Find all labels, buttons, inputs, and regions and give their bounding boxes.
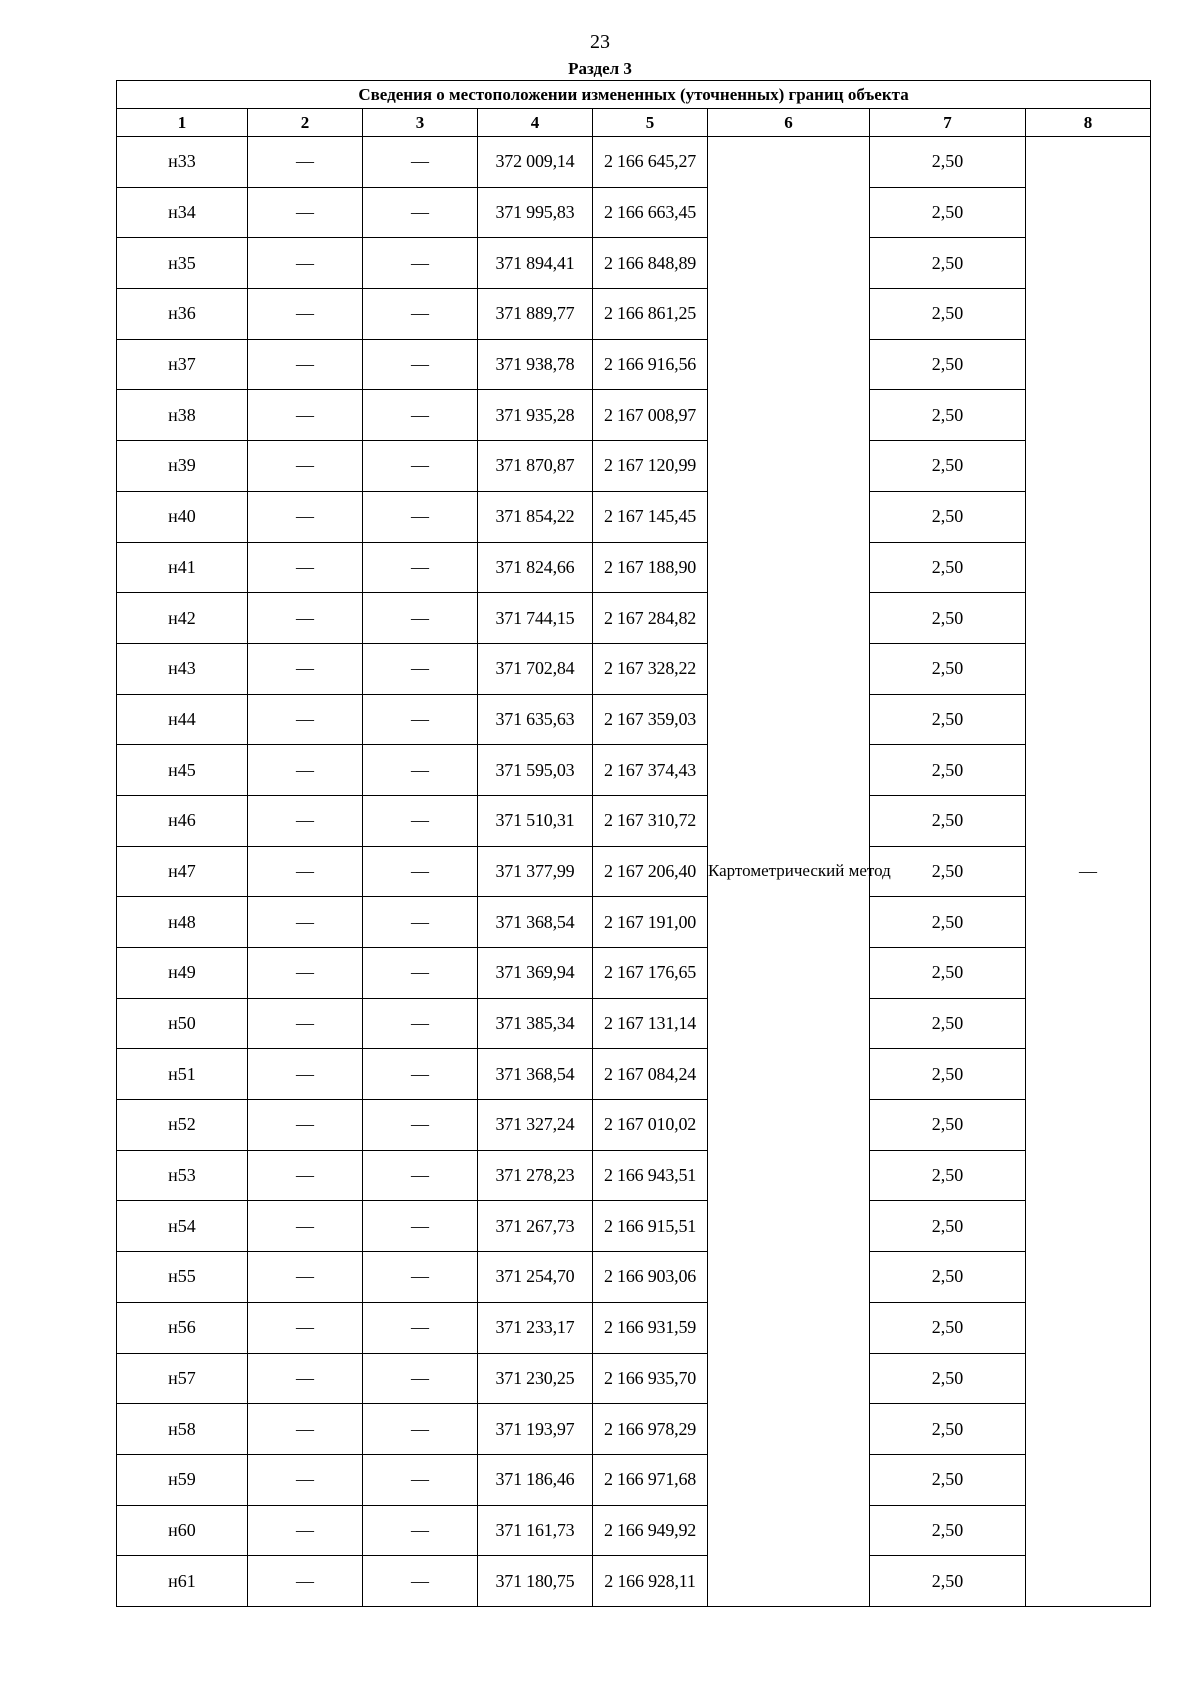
point-number-cell: н41 xyxy=(117,542,248,593)
point-number-cell: н40 xyxy=(117,491,248,542)
dash-cell: — xyxy=(363,1454,478,1505)
table-row xyxy=(117,643,1151,694)
precision-cell: 2,50 xyxy=(870,1201,1026,1252)
precision-cell: 2,50 xyxy=(870,441,1026,492)
y-coordinate-cell: 2 166 903,06 xyxy=(593,1252,708,1303)
x-coordinate-cell: 371 369,94 xyxy=(478,948,593,999)
table-row xyxy=(117,542,1151,593)
y-coordinate-cell: 2 167 131,14 xyxy=(593,998,708,1049)
y-coordinate-cell: 2 166 915,51 xyxy=(593,1201,708,1252)
table-row xyxy=(117,491,1151,542)
point-number-cell: н33 xyxy=(117,137,248,188)
dash-cell: — xyxy=(248,897,363,948)
x-coordinate-cell: 371 377,99 xyxy=(478,846,593,897)
table-row xyxy=(117,339,1151,390)
x-coordinate-cell: 372 009,14 xyxy=(478,137,593,188)
dash-cell: — xyxy=(248,390,363,441)
dash-cell: — xyxy=(363,1302,478,1353)
dash-cell: — xyxy=(248,441,363,492)
x-coordinate-cell: 371 995,83 xyxy=(478,187,593,238)
method-cell: Картометрический метод xyxy=(708,137,870,1607)
y-coordinate-cell: 2 167 328,22 xyxy=(593,643,708,694)
y-coordinate-cell: 2 166 943,51 xyxy=(593,1150,708,1201)
precision-cell: 2,50 xyxy=(870,643,1026,694)
y-coordinate-cell: 2 167 176,65 xyxy=(593,948,708,999)
point-number-cell: н50 xyxy=(117,998,248,1049)
precision-cell: 2,50 xyxy=(870,846,1026,897)
precision-cell: 2,50 xyxy=(870,339,1026,390)
dash-cell: — xyxy=(248,238,363,289)
y-coordinate-cell: 2 167 310,72 xyxy=(593,795,708,846)
y-coordinate-cell: 2 166 861,25 xyxy=(593,289,708,340)
point-number-cell: н45 xyxy=(117,745,248,796)
table-body xyxy=(117,137,1151,1607)
dash-cell: — xyxy=(363,137,478,188)
precision-cell: 2,50 xyxy=(870,491,1026,542)
table-row xyxy=(117,846,1151,897)
point-number-cell: н37 xyxy=(117,339,248,390)
precision-cell: 2,50 xyxy=(870,1556,1026,1607)
y-coordinate-cell: 2 167 191,00 xyxy=(593,897,708,948)
point-number-cell: н38 xyxy=(117,390,248,441)
y-coordinate-cell: 2 166 978,29 xyxy=(593,1404,708,1455)
dash-cell: — xyxy=(248,643,363,694)
y-coordinate-cell: 2 167 145,45 xyxy=(593,491,708,542)
dash-cell: — xyxy=(363,1201,478,1252)
y-coordinate-cell: 2 167 374,43 xyxy=(593,745,708,796)
point-number-cell: н48 xyxy=(117,897,248,948)
y-coordinate-cell: 2 166 663,45 xyxy=(593,187,708,238)
y-coordinate-cell: 2 166 916,56 xyxy=(593,339,708,390)
dash-cell: — xyxy=(363,289,478,340)
precision-cell: 2,50 xyxy=(870,390,1026,441)
precision-cell: 2,50 xyxy=(870,1353,1026,1404)
dash-cell: — xyxy=(363,542,478,593)
point-number-cell: н34 xyxy=(117,187,248,238)
y-coordinate-cell: 2 167 188,90 xyxy=(593,542,708,593)
dash-cell: — xyxy=(248,491,363,542)
table-row xyxy=(117,1353,1151,1404)
precision-cell: 2,50 xyxy=(870,238,1026,289)
y-coordinate-cell: 2 166 848,89 xyxy=(593,238,708,289)
x-coordinate-cell: 371 824,66 xyxy=(478,542,593,593)
dash-cell: — xyxy=(363,1404,478,1455)
y-coordinate-cell: 2 166 971,68 xyxy=(593,1454,708,1505)
table-row xyxy=(117,441,1151,492)
y-coordinate-cell: 2 167 284,82 xyxy=(593,593,708,644)
precision-cell: 2,50 xyxy=(870,187,1026,238)
precision-cell: 2,50 xyxy=(870,998,1026,1049)
dash-cell: — xyxy=(248,1252,363,1303)
x-coordinate-cell: 371 193,97 xyxy=(478,1404,593,1455)
x-coordinate-cell: 371 635,63 xyxy=(478,694,593,745)
table-row xyxy=(117,948,1151,999)
y-coordinate-cell: 2 166 931,59 xyxy=(593,1302,708,1353)
precision-cell: 2,50 xyxy=(870,694,1026,745)
dash-cell: — xyxy=(363,745,478,796)
dash-cell: — xyxy=(248,137,363,188)
column-number: 1 xyxy=(117,109,248,137)
table-row xyxy=(117,1100,1151,1151)
x-coordinate-cell: 371 230,25 xyxy=(478,1353,593,1404)
precision-cell: 2,50 xyxy=(870,1454,1026,1505)
dash-cell: — xyxy=(248,694,363,745)
x-coordinate-cell: 371 368,54 xyxy=(478,1049,593,1100)
table-row xyxy=(117,1454,1151,1505)
dash-cell: — xyxy=(248,1353,363,1404)
dash-cell: — xyxy=(363,846,478,897)
page-number: 23 xyxy=(590,31,610,53)
precision-cell: 2,50 xyxy=(870,1049,1026,1100)
y-coordinate-cell: 2 167 084,24 xyxy=(593,1049,708,1100)
column-number: 7 xyxy=(870,109,1026,137)
dash-cell: — xyxy=(248,1201,363,1252)
point-number-cell: н55 xyxy=(117,1252,248,1303)
x-coordinate-cell: 371 161,73 xyxy=(478,1505,593,1556)
x-coordinate-cell: 371 368,54 xyxy=(478,897,593,948)
x-coordinate-cell: 371 938,78 xyxy=(478,339,593,390)
dash-cell: — xyxy=(248,1556,363,1607)
dash-cell: — xyxy=(363,1150,478,1201)
y-coordinate-cell: 2 167 008,97 xyxy=(593,390,708,441)
dash-cell: — xyxy=(248,187,363,238)
dash-cell: — xyxy=(248,948,363,999)
x-coordinate-cell: 371 935,28 xyxy=(478,390,593,441)
point-number-cell: н53 xyxy=(117,1150,248,1201)
column8-cell: — xyxy=(1026,137,1151,1607)
dash-cell: — xyxy=(363,948,478,999)
point-number-cell: н43 xyxy=(117,643,248,694)
point-number-cell: н47 xyxy=(117,846,248,897)
dash-cell: — xyxy=(248,1302,363,1353)
table-row xyxy=(117,998,1151,1049)
point-number-cell: н44 xyxy=(117,694,248,745)
dash-cell: — xyxy=(248,795,363,846)
table-row xyxy=(117,1505,1151,1556)
y-coordinate-cell: 2 167 359,03 xyxy=(593,694,708,745)
dash-cell: — xyxy=(248,1404,363,1455)
table-row xyxy=(117,694,1151,745)
dash-cell: — xyxy=(363,998,478,1049)
y-coordinate-cell: 2 167 120,99 xyxy=(593,441,708,492)
table-row xyxy=(117,795,1151,846)
precision-cell: 2,50 xyxy=(870,897,1026,948)
x-coordinate-cell: 371 894,41 xyxy=(478,238,593,289)
table-row xyxy=(117,1049,1151,1100)
precision-cell: 2,50 xyxy=(870,1100,1026,1151)
x-coordinate-cell: 371 854,22 xyxy=(478,491,593,542)
point-number-cell: н61 xyxy=(117,1556,248,1607)
dash-cell: — xyxy=(363,1252,478,1303)
dash-cell: — xyxy=(363,238,478,289)
precision-cell: 2,50 xyxy=(870,1302,1026,1353)
point-number-cell: н42 xyxy=(117,593,248,644)
x-coordinate-cell: 371 327,24 xyxy=(478,1100,593,1151)
x-coordinate-cell: 371 267,73 xyxy=(478,1201,593,1252)
table-row xyxy=(117,897,1151,948)
dash-cell: — xyxy=(248,542,363,593)
dash-cell: — xyxy=(248,1454,363,1505)
x-coordinate-cell: 371 510,31 xyxy=(478,795,593,846)
dash-cell: — xyxy=(248,289,363,340)
table-row xyxy=(117,289,1151,340)
x-coordinate-cell: 371 702,84 xyxy=(478,643,593,694)
table-row xyxy=(117,593,1151,644)
point-number-cell: н36 xyxy=(117,289,248,340)
precision-cell: 2,50 xyxy=(870,795,1026,846)
x-coordinate-cell: 371 870,87 xyxy=(478,441,593,492)
y-coordinate-cell: 2 166 935,70 xyxy=(593,1353,708,1404)
dash-cell: — xyxy=(363,795,478,846)
table-row xyxy=(117,1252,1151,1303)
dash-cell: — xyxy=(248,745,363,796)
table-row xyxy=(117,1150,1151,1201)
precision-cell: 2,50 xyxy=(870,1505,1026,1556)
precision-cell: 2,50 xyxy=(870,593,1026,644)
x-coordinate-cell: 371 186,46 xyxy=(478,1454,593,1505)
dash-cell: — xyxy=(363,187,478,238)
column-number: 8 xyxy=(1026,109,1151,137)
x-coordinate-cell: 371 744,15 xyxy=(478,593,593,644)
x-coordinate-cell: 371 278,23 xyxy=(478,1150,593,1201)
point-number-cell: н35 xyxy=(117,238,248,289)
precision-cell: 2,50 xyxy=(870,745,1026,796)
precision-cell: 2,50 xyxy=(870,542,1026,593)
dash-cell: — xyxy=(363,593,478,644)
precision-cell: 2,50 xyxy=(870,137,1026,188)
dash-cell: — xyxy=(363,441,478,492)
precision-cell: 2,50 xyxy=(870,1150,1026,1201)
section-title: Раздел 3 xyxy=(568,59,632,78)
dash-cell: — xyxy=(248,1100,363,1151)
point-number-cell: н52 xyxy=(117,1100,248,1151)
y-coordinate-cell: 2 167 206,40 xyxy=(593,846,708,897)
dash-cell: — xyxy=(363,1353,478,1404)
x-coordinate-cell: 371 180,75 xyxy=(478,1556,593,1607)
coordinates-table xyxy=(116,80,1151,1607)
x-coordinate-cell: 371 595,03 xyxy=(478,745,593,796)
dash-cell: — xyxy=(363,643,478,694)
dash-cell: — xyxy=(363,694,478,745)
table-row xyxy=(117,745,1151,796)
precision-cell: 2,50 xyxy=(870,1404,1026,1455)
point-number-cell: н56 xyxy=(117,1302,248,1353)
column-number: 3 xyxy=(363,109,478,137)
dash-cell: — xyxy=(248,593,363,644)
column-number: 2 xyxy=(248,109,363,137)
x-coordinate-cell: 371 385,34 xyxy=(478,998,593,1049)
point-number-cell: н51 xyxy=(117,1049,248,1100)
x-coordinate-cell: 371 233,17 xyxy=(478,1302,593,1353)
table-row xyxy=(117,1302,1151,1353)
dash-cell: — xyxy=(363,390,478,441)
x-coordinate-cell: 371 254,70 xyxy=(478,1252,593,1303)
point-number-cell: н46 xyxy=(117,795,248,846)
y-coordinate-cell: 2 166 949,92 xyxy=(593,1505,708,1556)
point-number-cell: н59 xyxy=(117,1454,248,1505)
dash-cell: — xyxy=(248,339,363,390)
table-row xyxy=(117,137,1151,188)
dash-cell: — xyxy=(363,339,478,390)
y-coordinate-cell: 2 166 928,11 xyxy=(593,1556,708,1607)
table-row xyxy=(117,1556,1151,1607)
precision-cell: 2,50 xyxy=(870,948,1026,999)
column-number: 4 xyxy=(478,109,593,137)
table-row xyxy=(117,187,1151,238)
table-caption: Сведения о местоположении измененных (уточненных) границ объекта xyxy=(117,81,1151,109)
point-number-cell: н57 xyxy=(117,1353,248,1404)
table-row xyxy=(117,1404,1151,1455)
column-number-row xyxy=(117,109,1151,137)
x-coordinate-cell: 371 889,77 xyxy=(478,289,593,340)
y-coordinate-cell: 2 167 010,02 xyxy=(593,1100,708,1151)
point-number-cell: н60 xyxy=(117,1505,248,1556)
precision-cell: 2,50 xyxy=(870,289,1026,340)
dash-cell: — xyxy=(363,1556,478,1607)
column-number: 5 xyxy=(593,109,708,137)
dash-cell: — xyxy=(248,846,363,897)
dash-cell: — xyxy=(363,897,478,948)
table-row xyxy=(117,238,1151,289)
table-row xyxy=(117,1201,1151,1252)
dash-cell: — xyxy=(363,1100,478,1151)
dash-cell: — xyxy=(363,1505,478,1556)
precision-cell: 2,50 xyxy=(870,1252,1026,1303)
point-number-cell: н54 xyxy=(117,1201,248,1252)
dash-cell: — xyxy=(248,998,363,1049)
column-number: 6 xyxy=(708,109,870,137)
dash-cell: — xyxy=(248,1049,363,1100)
dash-cell: — xyxy=(248,1505,363,1556)
table-row xyxy=(117,390,1151,441)
point-number-cell: н49 xyxy=(117,948,248,999)
dash-cell: — xyxy=(363,1049,478,1100)
point-number-cell: н58 xyxy=(117,1404,248,1455)
dash-cell: — xyxy=(363,491,478,542)
y-coordinate-cell: 2 166 645,27 xyxy=(593,137,708,188)
dash-cell: — xyxy=(248,1150,363,1201)
point-number-cell: н39 xyxy=(117,441,248,492)
